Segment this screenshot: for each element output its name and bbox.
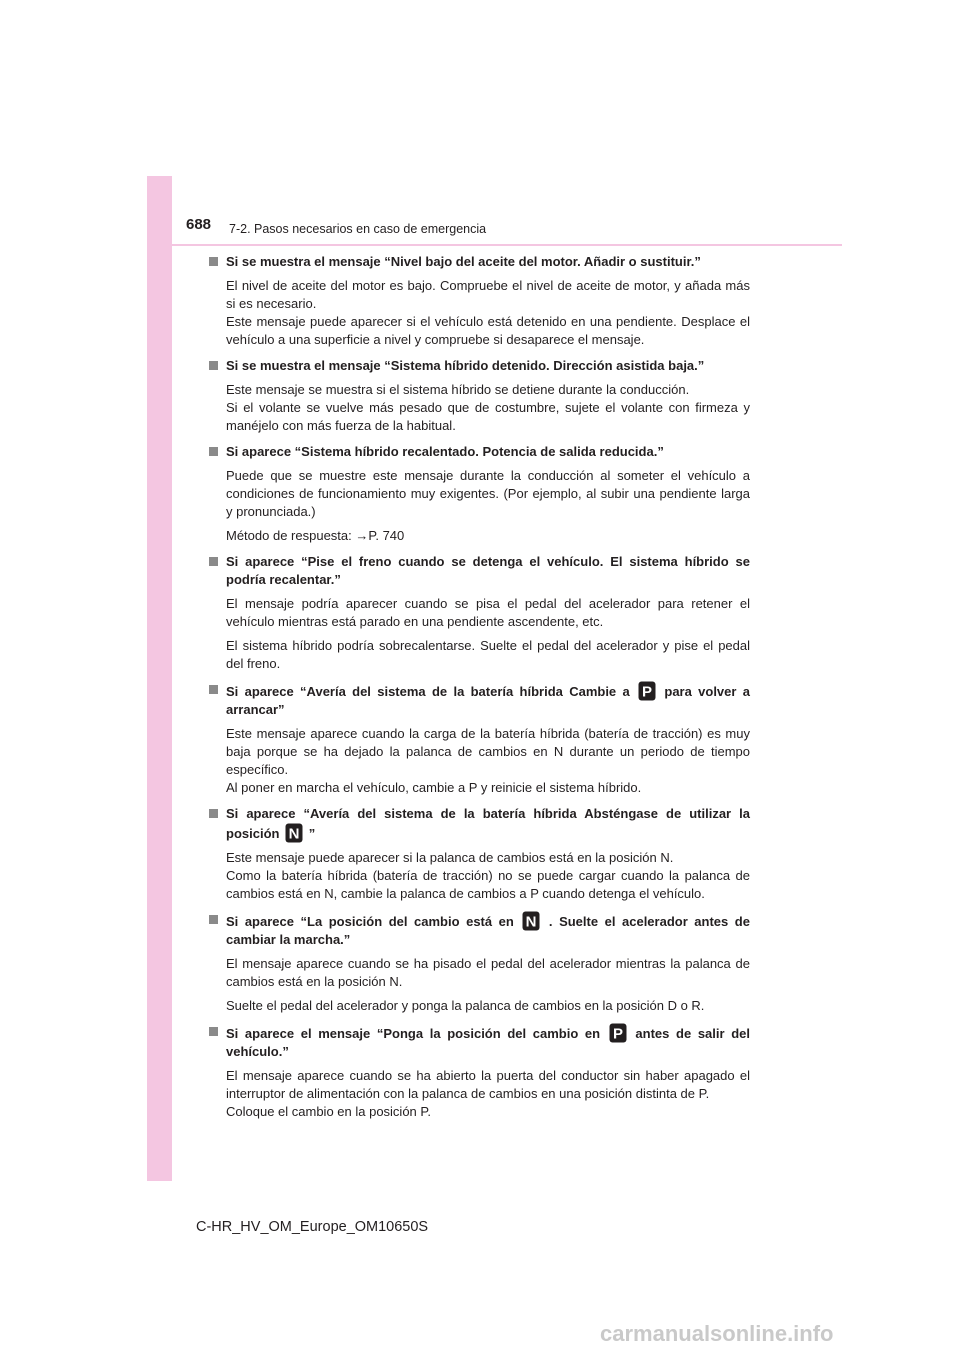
section-paragraph xyxy=(226,595,750,631)
section-heading xyxy=(209,443,750,461)
paragraph-line: Este mensaje aparece cuando la carga de la batería híbrida (batería de tracción) es muy baja porque se ha dejado la palanca de cambios en N durante un periodo de tiempo específico. xyxy=(226,726,750,777)
square-bullet-icon xyxy=(209,557,218,566)
section-paragraph xyxy=(226,1067,750,1121)
section-heading-text: Si aparece “Avería del sistema de la batería híbrida Cambie a xyxy=(226,684,630,699)
paragraph-line: Este mensaje puede aparecer si el vehículo está detenido en una pendiente. Desplace el vehículo a una superficie a nivel y compruebe si desaparece el mensaje. xyxy=(226,314,750,347)
paragraph-line: Coloque el cambio en la posición P. xyxy=(226,1104,432,1119)
section-paragraph xyxy=(226,955,750,991)
paragraph-line: Este mensaje se muestra si el sistema híbrido se detiene durante la conducción. xyxy=(226,382,690,397)
paragraph-line: Puede que se muestre este mensaje durante la conducción al someter el vehículo a condiciones de funcionamiento muy exigentes. (Por ejemplo, al subir una pendiente larga y pronunciada.) xyxy=(226,468,750,519)
section-heading xyxy=(209,253,750,271)
paragraph-line: El mensaje podría aparecer cuando se pisa el pedal del acelerador para retener el vehículo mientras está parado en una pendiente ascendente, etc. xyxy=(226,596,750,629)
section-paragraph xyxy=(226,997,750,1015)
paragraph-line: El mensaje aparece cuando se ha abierto la puerta del conductor sin haber apagado el interruptor de alimentación con la palanca de cambios en una posición distinta de P. xyxy=(226,1068,750,1101)
paragraph-line: El mensaje aparece cuando se ha pisado el pedal del acelerador mientras la palanca de cambios está en la posición N. xyxy=(226,956,750,989)
section-heading xyxy=(209,553,750,589)
message-section xyxy=(209,553,750,673)
svg-text:P: P xyxy=(642,683,653,701)
gear-position-icon xyxy=(638,681,656,701)
section-heading-text: Si aparece “Sistema híbrido recalentado. Potencia de salida reducida.” xyxy=(226,444,664,459)
section-heading xyxy=(209,911,750,949)
paragraph-line: Método de respuesta: →P. 740 xyxy=(226,528,405,543)
message-section xyxy=(209,805,750,903)
square-bullet-icon xyxy=(209,361,218,370)
section-heading-text: Si aparece el mensaje “Ponga la posición del cambio en xyxy=(226,1026,601,1041)
section-heading-text: Si se muestra el mensaje “Nivel bajo del aceite del motor. Añadir o sustituir.” xyxy=(226,254,701,269)
section-heading-text: Si aparece “Avería del sistema de la batería híbrida Absténgase de utilizar la posición xyxy=(226,806,750,841)
paragraph-line: Si el volante se vuelve más pesado que de costumbre, sujete el volante con firmeza y manéjelo con más fuerza de la habitual. xyxy=(226,400,750,433)
document-code: C-HR_HV_OM_Europe_OM10650S xyxy=(196,1219,429,1235)
message-section xyxy=(209,357,750,435)
chapter-title: 7-2. Pasos necesarios en caso de emergencia xyxy=(229,222,487,236)
section-paragraph xyxy=(226,725,750,797)
section-heading xyxy=(209,805,750,843)
message-section xyxy=(209,681,750,797)
square-bullet-icon xyxy=(209,809,218,818)
watermark: carmanualsonline.info xyxy=(600,1321,834,1346)
header-rule xyxy=(172,244,842,246)
square-bullet-icon xyxy=(209,915,218,924)
section-heading-text: Si aparece “La posición del cambio está en xyxy=(226,914,514,929)
gear-position-icon xyxy=(522,911,540,931)
paragraph-line: El nivel de aceite del motor es bajo. Compruebe el nivel de aceite de motor, y añada más si es necesario. xyxy=(226,278,750,311)
message-section xyxy=(209,443,750,545)
section-heading-text: antes de salir del vehículo.” xyxy=(226,1026,750,1059)
section-heading-text: Si aparece “Pise el freno cuando se detenga el vehículo. El sistema híbrido se podría recalentar.” xyxy=(226,554,750,587)
section-paragraph xyxy=(226,637,750,673)
page-number: 688 xyxy=(186,216,212,233)
paragraph-line: Al poner en marcha el vehículo, cambie a P y reinicie el sistema híbrido. xyxy=(226,780,642,795)
paragraph-line: Este mensaje puede aparecer si la palanca de cambios está en la posición N. xyxy=(226,850,674,865)
message-section xyxy=(209,1023,750,1121)
section-heading-text: . Suelte el acelerador antes de cambiar la marcha.” xyxy=(226,914,750,947)
gear-position-icon xyxy=(285,823,303,843)
square-bullet-icon xyxy=(209,257,218,266)
main-content xyxy=(209,253,750,1129)
message-section xyxy=(209,253,750,349)
section-heading xyxy=(209,357,750,375)
svg-text:N: N xyxy=(288,825,300,843)
section-heading xyxy=(209,681,750,719)
section-heading-text: Si se muestra el mensaje “Sistema híbrido detenido. Dirección asistida baja.” xyxy=(226,358,705,373)
square-bullet-icon xyxy=(209,1027,218,1036)
section-paragraph xyxy=(226,277,750,349)
section-paragraph xyxy=(226,467,750,521)
square-bullet-icon xyxy=(209,447,218,456)
section-paragraph xyxy=(226,849,750,903)
paragraph-line: El sistema híbrido podría sobrecalentarse. Suelte el pedal del acelerador y pise el pedal del freno. xyxy=(226,638,750,671)
section-heading-text: para volver a arrancar” xyxy=(226,684,750,717)
message-section xyxy=(209,911,750,1015)
side-color-band xyxy=(147,176,172,1181)
gear-position-icon xyxy=(609,1023,627,1043)
section-paragraph xyxy=(226,381,750,435)
section-heading xyxy=(209,1023,750,1061)
svg-text:P: P xyxy=(612,1025,623,1043)
square-bullet-icon xyxy=(209,685,218,694)
svg-text:N: N xyxy=(525,913,537,931)
paragraph-line: Suelte el pedal del acelerador y ponga la palanca de cambios en la posición D o R. xyxy=(226,998,705,1013)
section-paragraph xyxy=(226,527,750,545)
paragraph-line: Como la batería híbrida (batería de tracción) no se puede cargar cuando la palanca de cambios está en N, cambie la palanca de cambios a P cuando detenga el vehículo. xyxy=(226,868,750,901)
section-heading-text: ” xyxy=(308,826,316,841)
